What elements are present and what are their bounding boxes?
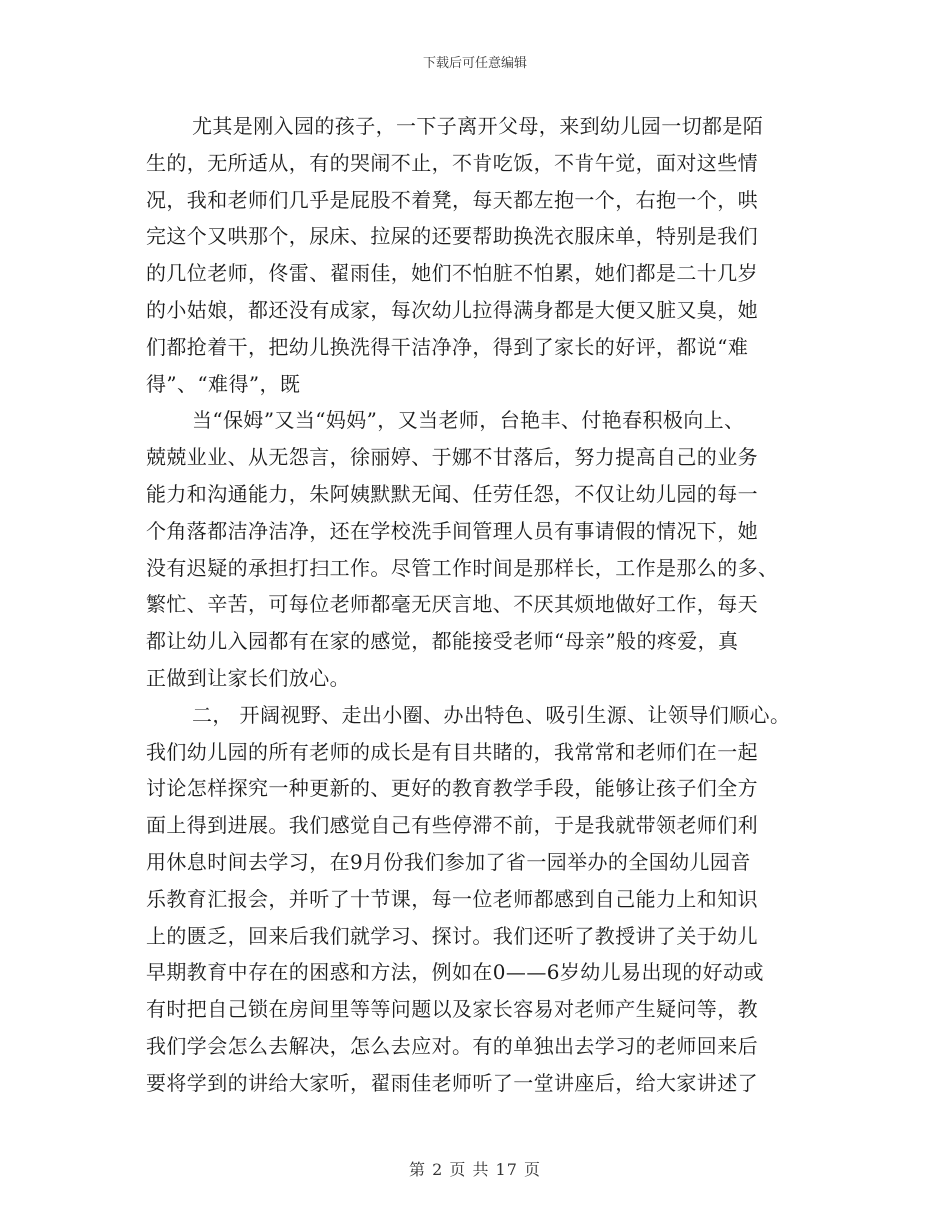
text-line: 都让幼儿入园都有在家的感觉，都能接受老师“母亲”般的疼爱，真 — [146, 629, 739, 654]
text-line: 上的匮乏，回来后我们就学习、探讨。我们还听了教授讲了关于幼儿 — [146, 923, 758, 948]
text-line: 要将学到的讲给大家听，翟雨佳老师听了一堂讲座后，给大家讲述了 — [146, 1070, 758, 1095]
section-heading: 二， 开阔视野、走出小圈、办出特色、吸引生源、让领导们顺心。 — [192, 702, 791, 727]
text-line: 个角落都洁净洁净，还在学校洗手间管理人员有事请假的情况下，她 — [146, 518, 758, 543]
text-line: 的几位老师，佟雷、翟雨佳，她们不怕脏不怕累，她们都是二十几岁 — [146, 261, 758, 286]
page-number-footer: 第 2 页 共 17 页 — [409, 1160, 541, 1179]
text-line: 有时把自己锁在房间里等等问题以及家长容易对老师产生疑问等，教 — [146, 997, 758, 1022]
text-line: 用休息时间去学习，在9月份我们参加了省一园举办的全国幼儿园音 — [146, 849, 751, 874]
text-line: 况，我和老师们几乎是屁股不着凳，每天都左抱一个，右抱一个，哄 — [146, 187, 758, 212]
page-header-note: 下载后可任意编辑 — [422, 56, 527, 71]
text-line: 生的，无所适从，有的哭闹不止，不肯吃饭，不肯午觉，面对这些情 — [146, 150, 758, 175]
text-line: 早期教育中存在的困惑和方法，例如在0——6岁幼儿易出现的好动或 — [146, 960, 764, 985]
text-line: 能力和沟通能力，朱阿姨默默无闻、任劳任怨，不仅让幼儿园的每一 — [146, 481, 758, 506]
paragraph-1 — [146, 108, 806, 402]
paragraph-2 — [146, 402, 806, 696]
text-line: 没有迟疑的承担打扫工作。尽管工作时间是那样长，工作是那么的多、 — [146, 555, 779, 580]
paragraph-3 — [146, 697, 806, 1102]
text-line: 乐教育汇报会，并听了十节课，每一位老师都感到自己能力上和知识 — [146, 886, 758, 911]
text-line: 当“保姆”又当“妈妈”，又当老师，台艳丰、付艳春积极向上、 — [192, 408, 745, 433]
text-line: 们都抢着干，把幼儿换洗得干洁净净，得到了家长的好评，都说“难 — [146, 334, 749, 359]
text-line: 得”、“难得”，既 — [146, 371, 301, 396]
text-line: 面上得到进展。我们感觉自己有些停滞不前，于是我就带领老师们利 — [146, 813, 758, 838]
text-line: 我们幼儿园的所有老师的成长是有目共睹的，我常常和老师们在一起 — [146, 739, 758, 764]
text-line: 尤其是刚入园的孩子，一下子离开父母，来到幼儿园一切都是陌 — [192, 114, 764, 138]
text-line: 我们学会怎么去解决，怎么去应对。有的单独出去学习的老师回来后 — [146, 1033, 758, 1058]
text-line: 的小姑娘，都还没有成家，每次幼儿拉得满身都是大便又脏又臭，她 — [146, 297, 758, 322]
text-line: 讨论怎样探究一种更新的、更好的教育教学手段，能够让孩子们全方 — [146, 776, 758, 801]
text-line: 兢兢业业、从无怨言，徐丽婷、于娜不甘落后，努力提高自己的业务 — [146, 445, 758, 470]
text-line: 正做到让家长们放心。 — [146, 665, 350, 690]
text-line: 完这个又哄那个，尿床、拉屎的还要帮助换洗衣服床单，特别是我们 — [146, 224, 758, 249]
document-body — [146, 108, 806, 1102]
text-line: 繁忙、辛苦，可每位老师都毫无厌言地、不厌其烦地做好工作，每天 — [146, 592, 758, 617]
